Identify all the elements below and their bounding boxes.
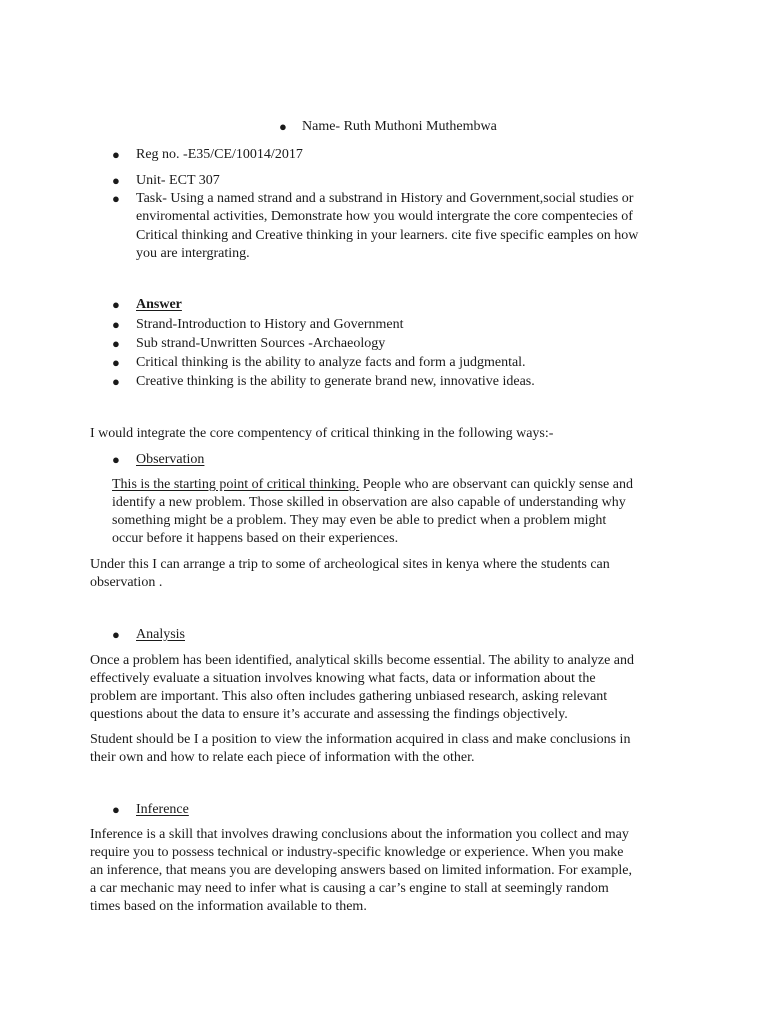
- observation-para-line: something might be a problem. They may even be able to predict when a problem might: [112, 513, 607, 528]
- observation-lead: This is the starting point of critical thinking.: [112, 477, 360, 492]
- analysis-heading: Analysis: [136, 627, 185, 642]
- answer-heading: Answer: [136, 297, 182, 312]
- task-line: Task- Using a named strand and a substrand in History and Government,social studies or: [136, 191, 634, 206]
- observation-heading: Observation: [136, 452, 205, 467]
- bullet-icon: ●: [112, 336, 120, 351]
- analysis-note-line: their own and how to relate each piece of information with the other.: [90, 750, 475, 765]
- observation-note-line: Under this I can arrange a trip to some of archeological sites in kenya where the students can: [90, 557, 610, 572]
- observation-para-line: identify a new problem. Those skilled in observation are also capable of understanding why: [112, 495, 626, 510]
- bullet-icon: ●: [112, 147, 120, 162]
- bullet-icon: ●: [112, 173, 120, 188]
- answer-item: Critical thinking is the ability to analyze facts and form a judgmental.: [136, 355, 526, 370]
- analysis-para-line: questions about the data to ensure it’s accurate and assessing the findings objectively.: [90, 707, 568, 722]
- bullet-icon: ●: [112, 355, 120, 370]
- intro-text: I would integrate the core compentency of critical thinking in the following ways:-: [90, 426, 554, 441]
- task-line: you are intergrating.: [136, 246, 250, 261]
- bullet-icon: ●: [112, 374, 120, 389]
- bullet-icon: ●: [112, 297, 120, 312]
- answer-item: Strand-Introduction to History and Government: [136, 317, 404, 332]
- bullet-icon: ●: [112, 191, 120, 206]
- inference-para-line: a car mechanic may need to infer what is causing a car’s engine to stall at seemingly random: [90, 881, 609, 896]
- bullet-icon: ●: [112, 627, 120, 642]
- reg-number: Reg no. -E35/CE/10014/2017: [136, 147, 303, 162]
- inference-para-line: require you to possess technical or industry-specific knowledge or experience. When you make: [90, 845, 624, 860]
- bullet-icon: ●: [279, 119, 287, 134]
- bullet-icon: ●: [112, 317, 120, 332]
- analysis-para-line: Once a problem has been identified, analytical skills become essential. The ability to analyze and: [90, 653, 634, 668]
- inference-para-line: an inference, that means you are developing answers based on limited information. For example,: [90, 863, 632, 878]
- inference-para-line: times based on the information available to them.: [90, 899, 367, 914]
- unit-code: Unit- ECT 307: [136, 173, 220, 188]
- answer-item: Sub strand-Unwritten Sources -Archaeology: [136, 336, 386, 351]
- bullet-icon: ●: [112, 452, 120, 467]
- answer-item: Creative thinking is the ability to generate brand new, innovative ideas.: [136, 374, 535, 389]
- task-line: enviromental activities, Demonstrate how you would intergrate the core compentecies of: [136, 209, 633, 224]
- analysis-para-line: effectively evaluate a situation involves knowing what facts, data or information about the: [90, 671, 596, 686]
- inference-para-line: Inference is a skill that involves drawing conclusions about the information you collect and may: [90, 827, 629, 842]
- task-line: Critical thinking and Creative thinking in your learners. cite five specific eamples on how: [136, 228, 639, 243]
- observation-lead-rest: People who are observant can quickly sense and: [359, 477, 633, 492]
- bullet-icon: ●: [112, 802, 120, 817]
- student-name: Name- Ruth Muthoni Muthembwa: [302, 119, 497, 134]
- analysis-para-line: problem are important. This also often includes gathering unbiased research, asking relevant: [90, 689, 608, 704]
- analysis-note-line: Student should be I a position to view the information acquired in class and make conclusions in: [90, 732, 631, 747]
- observation-para-line: [112, 476, 633, 494]
- observation-para-line: occur before it happens based on their experiences.: [112, 531, 399, 546]
- inference-heading: Inference: [136, 802, 189, 817]
- observation-note-line: observation .: [90, 575, 163, 590]
